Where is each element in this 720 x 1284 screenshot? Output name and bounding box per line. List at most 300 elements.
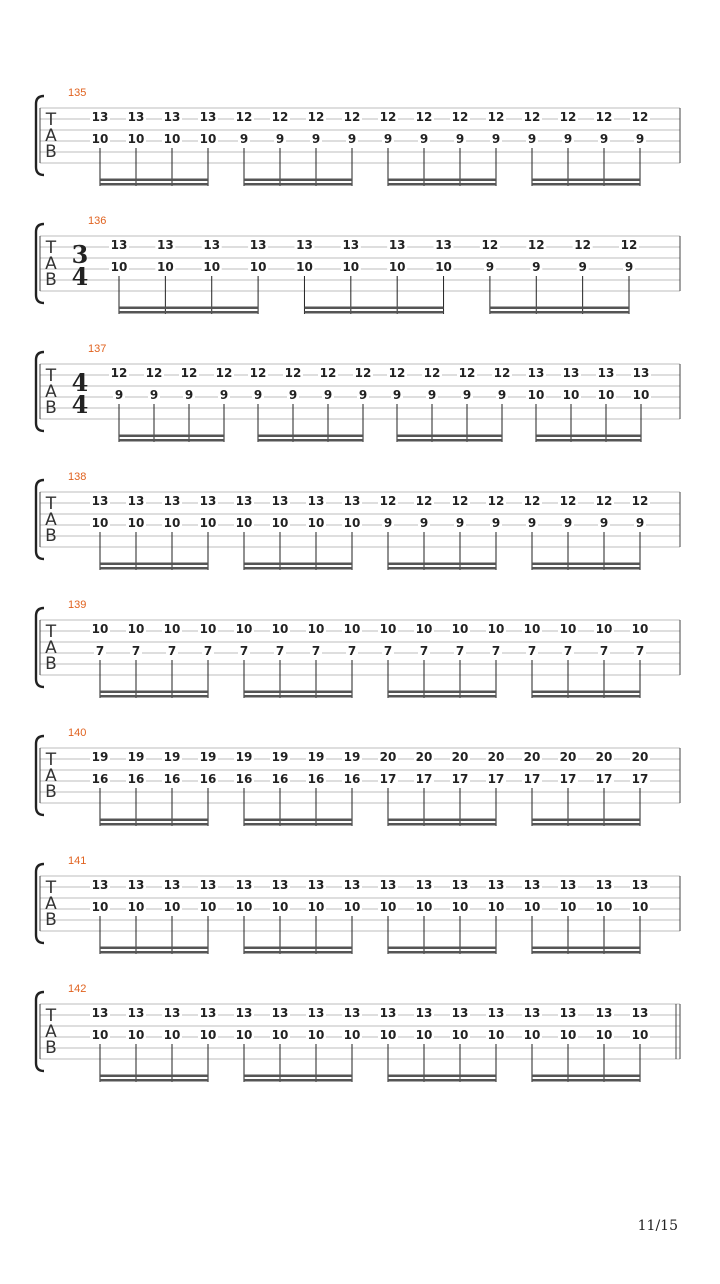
fret-number-top: 13 <box>203 238 221 252</box>
fret-number-bottom: 17 <box>595 772 613 786</box>
fret-number-top: 13 <box>127 878 145 892</box>
fret-number-bottom: 9 <box>383 516 393 530</box>
fret-number-bottom: 10 <box>632 388 650 402</box>
beam-secondary <box>100 819 208 822</box>
beam-secondary <box>388 1075 496 1078</box>
fret-number-bottom: 17 <box>415 772 433 786</box>
fret-number-top: 12 <box>343 110 361 124</box>
fret-number-top: 13 <box>631 878 649 892</box>
fret-number-bottom: 7 <box>239 644 249 658</box>
fret-number-bottom: 17 <box>379 772 397 786</box>
fret-number-bottom: 10 <box>307 1028 325 1042</box>
fret-number-bottom: 10 <box>307 900 325 914</box>
fret-number-top: 13 <box>595 1006 613 1020</box>
fret-number-bottom: 16 <box>127 772 145 786</box>
fret-number-top: 20 <box>451 750 469 764</box>
fret-number-bottom: 10 <box>523 1028 541 1042</box>
beam-secondary <box>119 435 224 438</box>
fret-number-bottom: 7 <box>131 644 141 658</box>
fret-number-top: 13 <box>296 238 313 252</box>
fret-number-top: 13 <box>415 1006 433 1020</box>
tab-letter-b: B <box>45 654 57 674</box>
fret-number-bottom: 10 <box>199 516 217 530</box>
tab-letter-t: T <box>45 238 57 258</box>
tab-letter-a: A <box>45 254 57 274</box>
fret-number-bottom: 9 <box>239 132 249 146</box>
fret-number-top: 20 <box>631 750 649 764</box>
fret-number-bottom: 17 <box>451 772 469 786</box>
fret-number-top: 20 <box>415 750 433 764</box>
fret-number-bottom: 9 <box>485 260 495 274</box>
fret-number-bottom: 10 <box>597 388 615 402</box>
beam-secondary <box>532 1075 640 1078</box>
fret-number-top: 12 <box>620 238 638 252</box>
fret-number-bottom: 10 <box>296 260 313 274</box>
fret-number-top: 13 <box>157 238 174 252</box>
beam-secondary <box>244 691 352 694</box>
fret-number-top: 10 <box>631 622 649 636</box>
beam-secondary <box>397 435 502 438</box>
beam-primary <box>490 311 629 314</box>
beam-primary <box>532 951 640 954</box>
beam-secondary <box>388 947 496 950</box>
fret-number-bottom: 7 <box>563 644 573 658</box>
fret-number-top: 19 <box>343 750 361 764</box>
fret-number-bottom: 9 <box>491 516 501 530</box>
fret-number-top: 12 <box>559 494 577 508</box>
fret-number-top: 10 <box>163 622 181 636</box>
beam-primary <box>536 439 641 442</box>
fret-number-top: 13 <box>559 878 577 892</box>
fret-number-top: 10 <box>271 622 289 636</box>
fret-number-bottom: 9 <box>578 260 587 274</box>
fret-number-bottom: 9 <box>427 388 437 402</box>
beam-secondary <box>100 691 208 694</box>
fret-number-top: 10 <box>595 622 613 636</box>
fret-number-top: 12 <box>595 110 613 124</box>
fret-number-bottom: 7 <box>491 644 501 658</box>
tab-letter-t: T <box>45 878 57 898</box>
fret-number-bottom: 10 <box>379 900 397 914</box>
fret-number-top: 12 <box>379 494 397 508</box>
measure-number: 135 <box>68 87 87 99</box>
tab-letter-a: A <box>45 510 57 530</box>
fret-number-bottom: 10 <box>559 1028 577 1042</box>
fret-number-bottom: 10 <box>343 900 361 914</box>
fret-number-top: 12 <box>354 366 372 380</box>
fret-number-top: 20 <box>487 750 505 764</box>
fret-number-top: 13 <box>388 238 406 252</box>
fret-number-bottom: 9 <box>275 132 285 146</box>
tab-system-139 <box>36 599 680 698</box>
fret-number-top: 13 <box>415 878 433 892</box>
fret-number-bottom: 10 <box>307 516 325 530</box>
fret-number-bottom: 9 <box>311 132 321 146</box>
fret-number-bottom: 10 <box>595 1028 613 1042</box>
fret-number-top: 13 <box>249 238 267 252</box>
fret-number-bottom: 9 <box>455 516 465 530</box>
beam-primary <box>100 567 208 570</box>
fret-number-top: 13 <box>523 1006 541 1020</box>
fret-number-bottom: 10 <box>631 1028 649 1042</box>
fret-number-top: 12 <box>451 110 469 124</box>
beam-primary <box>244 695 352 698</box>
fret-number-bottom: 17 <box>559 772 577 786</box>
fret-number-top: 10 <box>415 622 433 636</box>
fret-number-top: 13 <box>110 238 128 252</box>
fret-number-top: 13 <box>163 1006 181 1020</box>
fret-number-top: 13 <box>307 494 325 508</box>
fret-number-top: 19 <box>307 750 325 764</box>
beam-secondary <box>536 435 641 438</box>
fret-number-bottom: 10 <box>523 900 541 914</box>
beam-primary <box>100 823 208 826</box>
beam-primary <box>532 695 640 698</box>
fret-number-bottom: 10 <box>199 900 217 914</box>
fret-number-bottom: 9 <box>184 388 194 402</box>
fret-number-bottom: 10 <box>235 516 253 530</box>
fret-number-top: 10 <box>235 622 253 636</box>
fret-number-bottom: 7 <box>419 644 429 658</box>
fret-number-top: 13 <box>127 1006 145 1020</box>
fret-number-top: 20 <box>523 750 541 764</box>
fret-number-bottom: 9 <box>563 516 573 530</box>
fret-number-bottom: 10 <box>163 900 181 914</box>
beam-secondary <box>100 947 208 950</box>
tab-system-141 <box>36 855 680 954</box>
fret-number-bottom: 7 <box>599 644 609 658</box>
beam-primary <box>388 567 496 570</box>
beam-secondary <box>490 307 629 310</box>
fret-number-bottom: 10 <box>199 132 217 146</box>
beam-secondary <box>119 307 258 310</box>
fret-number-bottom: 10 <box>343 1028 361 1042</box>
tab-letter-b: B <box>45 142 57 162</box>
beam-primary <box>304 311 443 314</box>
fret-number-top: 12 <box>523 494 541 508</box>
fret-number-bottom: 7 <box>311 644 321 658</box>
fret-number-top: 13 <box>235 1006 253 1020</box>
fret-number-bottom: 10 <box>343 516 361 530</box>
tab-letter-a: A <box>45 638 57 658</box>
fret-number-bottom: 10 <box>388 260 406 274</box>
beam-primary <box>244 183 352 186</box>
fret-number-top: 12 <box>595 494 613 508</box>
fret-number-top: 13 <box>199 110 217 124</box>
tab-letter-b: B <box>45 398 57 418</box>
fret-number-top: 19 <box>271 750 289 764</box>
beam-secondary <box>388 179 496 182</box>
fret-number-bottom: 9 <box>599 132 609 146</box>
fret-number-top: 10 <box>451 622 469 636</box>
fret-number-top: 13 <box>271 494 289 508</box>
fret-number-top: 12 <box>527 238 545 252</box>
fret-number-top: 13 <box>271 1006 289 1020</box>
beam-secondary <box>100 1075 208 1078</box>
fret-number-bottom: 10 <box>271 1028 289 1042</box>
fret-number-bottom: 10 <box>157 260 174 274</box>
tab-system-137 <box>36 343 680 442</box>
fret-number-top: 10 <box>127 622 145 636</box>
fret-number-bottom: 10 <box>91 1028 109 1042</box>
fret-number-bottom: 7 <box>527 644 537 658</box>
fret-number-top: 13 <box>343 494 361 508</box>
measure-number: 137 <box>88 343 107 355</box>
fret-number-top: 10 <box>307 622 325 636</box>
tab-letter-t: T <box>45 750 57 770</box>
fret-number-bottom: 9 <box>532 260 541 274</box>
fret-number-top: 12 <box>523 110 541 124</box>
fret-number-bottom: 10 <box>415 900 433 914</box>
fret-number-bottom: 10 <box>163 516 181 530</box>
beam-secondary <box>388 563 496 566</box>
fret-number-top: 13 <box>342 238 360 252</box>
fret-number-top: 20 <box>379 750 397 764</box>
fret-number-top: 12 <box>631 494 649 508</box>
beam-primary <box>258 439 363 442</box>
fret-number-top: 10 <box>559 622 577 636</box>
fret-number-top: 19 <box>127 750 145 764</box>
tab-letter-b: B <box>45 1038 57 1058</box>
beam-secondary <box>532 563 640 566</box>
tab-system-135 <box>36 87 680 186</box>
fret-number-top: 12 <box>215 366 233 380</box>
fret-number-top: 12 <box>235 110 253 124</box>
fret-number-top: 13 <box>199 1006 217 1020</box>
beam-secondary <box>244 1075 352 1078</box>
beam-primary <box>244 567 352 570</box>
fret-number-top: 12 <box>249 366 267 380</box>
beam-primary <box>532 567 640 570</box>
fret-number-bottom: 10 <box>559 900 577 914</box>
fret-number-bottom: 9 <box>392 388 402 402</box>
fret-number-bottom: 7 <box>275 644 285 658</box>
fret-number-top: 12 <box>451 494 469 508</box>
time-signature-denominator: 4 <box>71 390 89 419</box>
fret-number-top: 12 <box>319 366 337 380</box>
fret-number-top: 12 <box>458 366 476 380</box>
fret-number-bottom: 10 <box>451 1028 469 1042</box>
tab-letter-a: A <box>45 126 57 146</box>
fret-number-bottom: 9 <box>462 388 472 402</box>
fret-number-top: 12 <box>574 238 591 252</box>
tab-letter-t: T <box>45 1006 57 1026</box>
fret-number-bottom: 9 <box>497 388 507 402</box>
fret-number-top: 12 <box>631 110 649 124</box>
beam-primary <box>532 823 640 826</box>
fret-number-bottom: 9 <box>491 132 501 146</box>
fret-number-bottom: 16 <box>343 772 361 786</box>
fret-number-top: 19 <box>199 750 217 764</box>
fret-number-bottom: 10 <box>203 260 221 274</box>
fret-number-top: 13 <box>343 1006 361 1020</box>
fret-number-top: 13 <box>451 878 469 892</box>
beam-secondary <box>388 691 496 694</box>
fret-number-top: 10 <box>199 622 217 636</box>
beam-primary <box>388 1079 496 1082</box>
fret-number-bottom: 9 <box>635 132 645 146</box>
beam-primary <box>397 439 502 442</box>
fret-number-bottom: 9 <box>419 516 429 530</box>
fret-number-bottom: 10 <box>415 1028 433 1042</box>
fret-number-bottom: 16 <box>307 772 325 786</box>
fret-number-top: 13 <box>487 878 505 892</box>
page-number: 11/15 <box>637 1218 678 1234</box>
fret-number-top: 13 <box>451 1006 469 1020</box>
beam-secondary <box>244 819 352 822</box>
fret-number-bottom: 10 <box>199 1028 217 1042</box>
fret-number-top: 12 <box>415 494 433 508</box>
fret-number-top: 12 <box>559 110 577 124</box>
fret-number-bottom: 10 <box>487 900 505 914</box>
fret-number-bottom: 7 <box>347 644 357 658</box>
tab-system-142 <box>36 983 680 1082</box>
fret-number-top: 13 <box>163 878 181 892</box>
tab-letter-b: B <box>45 270 57 290</box>
fret-number-bottom: 10 <box>249 260 267 274</box>
beam-secondary <box>388 819 496 822</box>
fret-number-bottom: 17 <box>523 772 541 786</box>
fret-number-top: 20 <box>595 750 613 764</box>
fret-number-top: 13 <box>199 878 217 892</box>
fret-number-top: 13 <box>595 878 613 892</box>
fret-number-bottom: 9 <box>599 516 609 530</box>
beam-secondary <box>532 947 640 950</box>
fret-number-top: 13 <box>235 878 253 892</box>
beam-secondary <box>258 435 363 438</box>
fret-number-bottom: 17 <box>631 772 649 786</box>
fret-number-top: 10 <box>379 622 397 636</box>
fret-number-bottom: 16 <box>271 772 289 786</box>
fret-number-top: 10 <box>343 622 361 636</box>
fret-number-bottom: 7 <box>635 644 645 658</box>
fret-number-top: 13 <box>562 366 580 380</box>
fret-number-top: 13 <box>91 1006 109 1020</box>
beam-secondary <box>244 179 352 182</box>
beam-primary <box>119 439 224 442</box>
tab-system-140 <box>36 727 680 826</box>
fret-number-bottom: 7 <box>167 644 177 658</box>
tab-system-136 <box>36 215 680 314</box>
tab-letter-t: T <box>45 494 57 514</box>
fret-number-bottom: 7 <box>383 644 393 658</box>
fret-number-bottom: 10 <box>163 1028 181 1042</box>
fret-number-bottom: 10 <box>271 516 289 530</box>
fret-number-top: 12 <box>271 110 289 124</box>
fret-number-bottom: 9 <box>635 516 645 530</box>
fret-number-bottom: 10 <box>110 260 128 274</box>
beam-secondary <box>100 179 208 182</box>
fret-number-bottom: 7 <box>455 644 465 658</box>
fret-number-bottom: 10 <box>342 260 360 274</box>
fret-number-top: 13 <box>523 878 541 892</box>
measure-number: 142 <box>68 983 87 995</box>
beam-primary <box>388 951 496 954</box>
beam-primary <box>244 1079 352 1082</box>
fret-number-top: 13 <box>91 494 109 508</box>
fret-number-bottom: 9 <box>288 388 298 402</box>
tab-system-138 <box>36 471 680 570</box>
fret-number-top: 13 <box>91 878 109 892</box>
tab-letter-b: B <box>45 782 57 802</box>
fret-number-bottom: 17 <box>487 772 505 786</box>
fret-number-bottom: 9 <box>455 132 465 146</box>
beam-primary <box>532 1079 640 1082</box>
fret-number-top: 13 <box>487 1006 505 1020</box>
tab-letter-t: T <box>45 110 57 130</box>
tab-letter-a: A <box>45 766 57 786</box>
fret-number-top: 13 <box>91 110 109 124</box>
fret-number-bottom: 16 <box>163 772 181 786</box>
fret-number-top: 12 <box>487 110 505 124</box>
fret-number-bottom: 9 <box>419 132 429 146</box>
fret-number-bottom: 10 <box>235 1028 253 1042</box>
beam-primary <box>100 183 208 186</box>
tab-letter-b: B <box>45 526 57 546</box>
measure-number: 136 <box>88 215 107 227</box>
measure-number: 141 <box>68 855 87 867</box>
fret-number-top: 10 <box>91 622 109 636</box>
beam-primary <box>244 823 352 826</box>
measure-number: 140 <box>68 727 87 739</box>
fret-number-bottom: 10 <box>435 260 452 274</box>
fret-number-top: 13 <box>379 1006 397 1020</box>
fret-number-bottom: 10 <box>271 900 289 914</box>
fret-number-top: 13 <box>127 494 145 508</box>
fret-number-top: 12 <box>415 110 433 124</box>
fret-number-bottom: 10 <box>91 516 109 530</box>
beam-primary <box>388 695 496 698</box>
time-signature-numerator: 4 <box>71 368 89 397</box>
fret-number-top: 13 <box>271 878 289 892</box>
fret-number-bottom: 16 <box>235 772 253 786</box>
fret-number-top: 12 <box>493 366 511 380</box>
fret-number-bottom: 10 <box>487 1028 505 1042</box>
beam-primary <box>100 695 208 698</box>
fret-number-top: 13 <box>559 1006 577 1020</box>
measure-number: 139 <box>68 599 87 611</box>
beam-secondary <box>244 947 352 950</box>
fret-number-bottom: 9 <box>323 388 333 402</box>
beam-primary <box>100 951 208 954</box>
fret-number-bottom: 10 <box>127 900 145 914</box>
fret-number-top: 13 <box>307 1006 325 1020</box>
fret-number-top: 12 <box>379 110 397 124</box>
beam-secondary <box>532 819 640 822</box>
beam-primary <box>119 311 258 314</box>
tab-letter-t: T <box>45 366 57 386</box>
measure-number: 138 <box>68 471 87 483</box>
fret-number-bottom: 9 <box>527 516 537 530</box>
fret-number-top: 10 <box>487 622 505 636</box>
fret-number-bottom: 9 <box>527 132 537 146</box>
tab-letter-a: A <box>45 894 57 914</box>
time-signature-numerator: 3 <box>71 240 89 269</box>
fret-number-bottom: 9 <box>114 388 124 402</box>
fret-number-top: 20 <box>559 750 577 764</box>
fret-number-top: 13 <box>631 1006 649 1020</box>
fret-number-bottom: 9 <box>149 388 159 402</box>
tab-letter-a: A <box>45 1022 57 1042</box>
fret-number-top: 12 <box>481 238 499 252</box>
fret-number-bottom: 9 <box>219 388 229 402</box>
fret-number-top: 12 <box>110 366 128 380</box>
fret-number-bottom: 10 <box>91 132 109 146</box>
fret-number-bottom: 10 <box>562 388 580 402</box>
fret-number-top: 19 <box>91 750 109 764</box>
fret-number-bottom: 10 <box>595 900 613 914</box>
beam-primary <box>388 823 496 826</box>
